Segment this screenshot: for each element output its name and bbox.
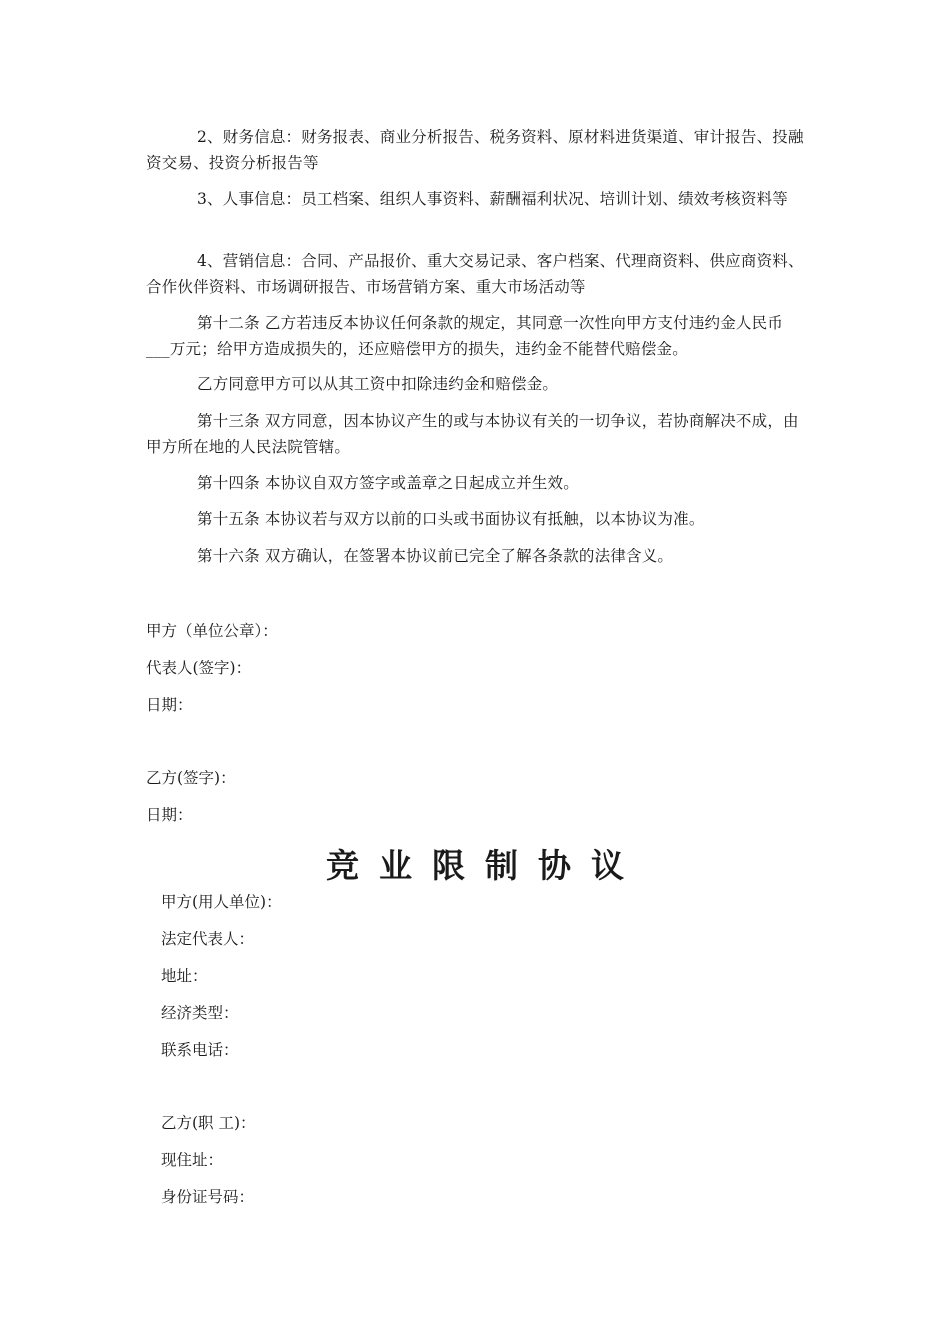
clause-article-14: 第十四条 本协议自双方签字或盖章之日起成立并生效。 [197,474,579,492]
agreement-title: 竞业限制协议 [326,846,644,885]
phone-label: 联系电话： [161,1041,239,1059]
party-b-employee-label: 乙方(职 工)： [161,1114,256,1132]
clause-personnel-info: 3、人事信息：员工档案、组织人事资料、薪酬福利状况、培训计划、绩效考核资料等 [197,190,788,208]
party-a-date-label: 日期： [146,696,193,714]
clause-article-13: 第十三条 双方同意，因本协议产生的或与本协议有关的一切争议，若协商解决不成，由甲方所在地的人民法院管辖。 [146,412,799,456]
address-label: 地址： [161,967,208,985]
current-address-label: 现住址： [161,1151,224,1169]
legal-representative-label: 法定代表人： [161,930,255,948]
party-b-signature-label: 乙方(签字)： [146,769,236,787]
party-a-seal-label: 甲方（单位公章）： [146,622,278,640]
clause-article-12: 第十二条 乙方若违反本协议任何条款的规定，其同意一次性向甲方支付违约金人民币___万元；给甲方造成损失的，还应赔偿甲方的损失，违约金不能替代赔偿金。 [146,314,784,358]
economic-type-label: 经济类型： [161,1004,239,1022]
party-b-date-label: 日期： [146,806,193,824]
party-a-employer-label: 甲方(用人单位)： [161,893,282,911]
clause-marketing-info: 4、营销信息：合同、产品报价、重大交易记录、客户档案、代理商资料、供应商资料、合作伙伴资料、市场调研报告、市场营销方案、重大市场活动等 [146,252,804,296]
clause-financial-info: 2、财务信息：财务报表、商业分析报告、税务资料、原材料进货渠道、审计报告、投融资交易、投资分析报告等 [146,128,804,172]
clause-article-16: 第十六条 双方确认，在签署本协议前已完全了解各条款的法律含义。 [197,547,674,565]
id-number-label: 身份证号码： [161,1188,255,1206]
clause-deduction: 乙方同意甲方可以从其工资中扣除违约金和赔偿金。 [197,375,559,393]
representative-signature-label: 代表人(签字)： [146,659,252,677]
clause-article-15: 第十五条 本协议若与双方以前的口头或书面协议有抵触，以本协议为准。 [197,510,705,528]
